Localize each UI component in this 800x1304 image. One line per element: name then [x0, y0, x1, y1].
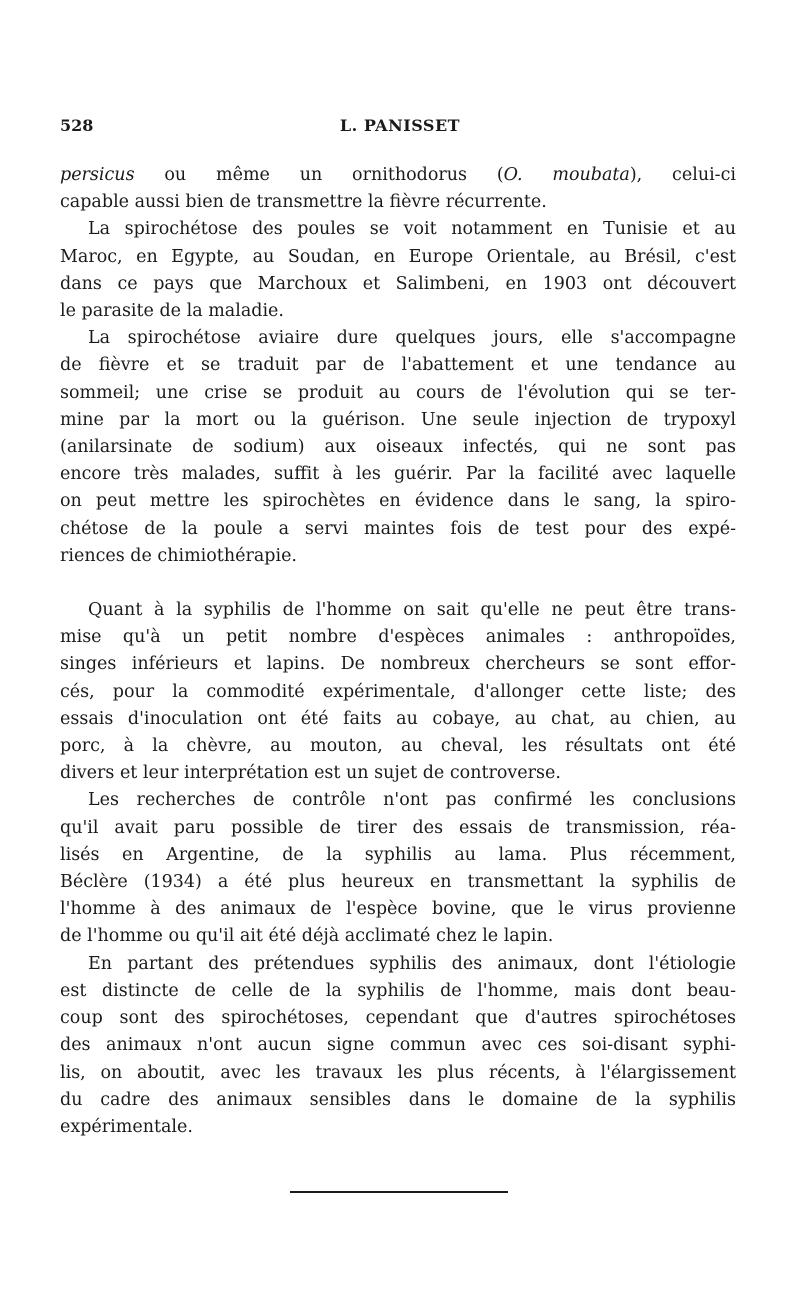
text-line: du cadre des animaux sensibles dans le domaine de la syphilis [60, 1089, 736, 1110]
text-line: lisés en Argentine, de la syphilis au lama. Plus récemment, [60, 844, 736, 865]
text-line: cés, pour la commodité expérimentale, d'allonger cette liste; des [60, 681, 736, 702]
text-line: Quant à la syphilis de l'homme on sait qu'elle ne peut être trans- [88, 600, 736, 621]
text-line: l'homme à des animaux de l'espèce bovine, que le virus provienne [60, 899, 736, 920]
text-line: divers et leur interprétation est un sujet de controverse. [60, 763, 561, 784]
paragraph [60, 216, 736, 325]
text-line: mine par la mort ou la guérison. Une seule injection de trypoxyl [60, 409, 736, 430]
text-line: Maroc, en Egypte, au Soudan, en Europe Orientale, au Brésil, c'est [60, 246, 736, 267]
text-line: lis, on aboutit, avec les travaux les plus récents, à l'élargissement [60, 1062, 736, 1083]
text-line: porc, à la chèvre, au mouton, au cheval, les résultats ont été [60, 736, 736, 757]
text-line: persicus ou même un ornithodorus (O. moubata), celui-ci [60, 165, 736, 185]
italic-term: persicus [60, 165, 135, 185]
paragraph [60, 597, 736, 787]
paragraph [60, 325, 736, 570]
page-header [60, 116, 740, 140]
text-line: on peut mettre les spirochètes en évidence dans le sang, la spiro- [60, 491, 736, 512]
text-line: La spirochétose aviaire dure quelques jours, elle s'accompagne [88, 328, 736, 349]
paragraph [60, 162, 736, 216]
end-rule-divider [290, 1191, 508, 1193]
italic-term: O. moubata [503, 165, 630, 185]
running-head: L. PANISSET [339, 116, 461, 135]
text-line: Les recherches de contrôle n'ont pas confirmé les conclusions [88, 790, 736, 811]
paragraph [60, 787, 736, 950]
paragraph [60, 951, 736, 1141]
text-line: expérimentale. [60, 1116, 193, 1137]
text-line: de l'homme ou qu'il ait été déjà acclimaté chez le lapin. [60, 926, 554, 947]
text-line: chétose de la poule a servi maintes fois de test pour des expé- [60, 518, 736, 539]
text-line: dans ce pays que Marchoux et Salimbeni, en 1903 ont découvert [60, 273, 736, 294]
text-line: La spirochétose des poules se voit notamment en Tunisie et au [88, 219, 736, 240]
text-line: essais d'inoculation ont été faits au cobaye, au chat, au chien, au [60, 708, 736, 729]
text-line: qu'il avait paru possible de tirer des essais de transmission, réa- [60, 817, 736, 838]
text-line: est distincte de celle de la syphilis de l'homme, mais dont beau- [60, 980, 736, 1001]
text-line: capable aussi bien de transmettre la fièvre récurrente. [60, 192, 547, 213]
text-line: encore très malades, suffit à les guérir. Par la facilité avec laquelle [60, 464, 736, 485]
text-line: singes inférieurs et lapins. De nombreux chercheurs se sont effor- [60, 654, 736, 675]
text-line: mise qu'à un petit nombre d'espèces animales : anthropoïdes, [60, 627, 736, 648]
text-line: En partant des prétendues syphilis des animaux, dont l'étiologie [88, 953, 736, 974]
page-number: 528 [60, 116, 94, 135]
text-line: coup sont des spirochétoses, cependant que d'autres spirochétoses [60, 1008, 736, 1029]
body-text [60, 162, 736, 1141]
text-line: sommeil; une crise se produit au cours de l'évolution qui se ter- [60, 382, 736, 403]
text-line: riences de chimiothérapie. [60, 545, 297, 566]
text-line: (anilarsinate de sodium) aux oiseaux infectés, qui ne sont pas [60, 437, 736, 458]
text-line: le parasite de la maladie. [60, 301, 284, 322]
text-line: des animaux n'ont aucun signe commun avec ces soi-disant syphi- [60, 1035, 736, 1056]
text-line: Béclère (1934) a été plus heureux en transmettant la syphilis de [60, 872, 736, 893]
text-line: de fièvre et se traduit par de l'abattement et une tendance au [60, 355, 736, 376]
